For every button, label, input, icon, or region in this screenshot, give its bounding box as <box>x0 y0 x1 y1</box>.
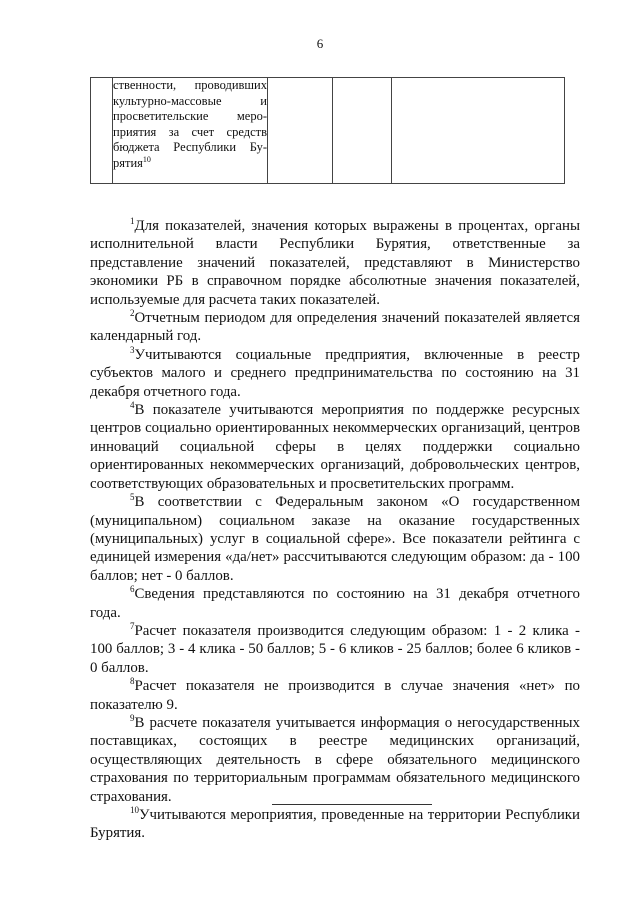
footnote-mark: 7 <box>130 620 135 631</box>
table-row <box>91 78 565 184</box>
footnote-ref: 10 <box>142 154 151 164</box>
footnote-item <box>90 493 580 585</box>
indicator-line-last <box>113 156 267 172</box>
table-cell-number <box>91 78 113 184</box>
footnote-mark: 4 <box>130 400 135 411</box>
footnote-text: В соответствии с Федеральным законом «О государственном (муниципальном) социальном заказе на оказание государственных (муниципальных) услуг в социальной сфере». Все показатели рейтинга с единицей измерения «да/нет» рассчитываются следующим образом: да - 100 баллов; нет - 0 баллов. <box>90 494 580 584</box>
footnote-mark: 3 <box>130 344 135 355</box>
footnote-text: Расчет показателя производится следующим образом: 1 - 2 клика - 100 баллов; 3 - 4 клика - 50 баллов; 5 - 6 кликов - 25 баллов; более 6 кликов - 0 баллов. <box>90 622 580 676</box>
footnote-mark: 1 <box>130 216 135 227</box>
footnote-item <box>90 309 580 346</box>
footnote-text: Отчетным периодом для определения значений показателей является календарный год. <box>90 310 580 345</box>
footnote-mark: 6 <box>130 584 135 595</box>
table-cell-indicator <box>113 78 268 184</box>
footnote-text: Учитываются мероприятия, проведенные на территории Республики Бурятия. <box>90 807 580 842</box>
footnote-item <box>90 677 580 714</box>
footnote-text: В расчете показателя учитывается информация о негосударственных поставщиках, состоящих в реестре медицинских организаций, осуществляющих деятельность в сфере обязательного медицинского страхования по территориальным программам обязательного медицинского страхования. <box>90 714 580 805</box>
page-number: 6 <box>316 36 324 51</box>
footnote-item <box>90 401 580 493</box>
indicator-line: культурно-массовые и <box>113 93 267 108</box>
footnote-item <box>90 585 580 622</box>
footnote-text: В показателе учитываются мероприятия по поддержке ресурсных центров социально ориентированных некоммерческих организаций, центров инноваций социальной сферы в целях поддержки социально ориентированных некоммерческих организаций, добровольческих центров, соответствующих образовательных и просветительских программ. <box>90 402 580 492</box>
footnote-item <box>90 217 580 309</box>
footnote-text: Сведения представляются по состоянию на 31 декабря отчетного года. <box>90 586 580 621</box>
footnote-text: Расчет показателя не производится в случае значения «нет» по показателю 9. <box>90 678 580 713</box>
footnote-mark: 8 <box>130 676 135 687</box>
table-fragment <box>90 77 565 184</box>
footnote-text: Учитываются социальные предприятия, включенные в реестр субъектов малого и среднего предпринимательства по состоянию на 31 декабря отчетного года. <box>90 346 580 400</box>
indicator-line: ственности, проводивших <box>113 78 267 92</box>
indicator-line: приятия за счет средств <box>113 124 267 139</box>
table-cell-empty <box>392 78 565 184</box>
footnote-mark: 10 <box>130 805 139 816</box>
footnote-item <box>90 714 580 806</box>
indicator-line: просветительские меро- <box>113 109 267 124</box>
indicator-text <box>113 78 267 172</box>
indicator-line: рятия <box>113 155 143 170</box>
table-cell-empty <box>333 78 392 184</box>
footnote-mark: 5 <box>130 492 135 503</box>
footnote-item <box>90 622 580 677</box>
closing-divider <box>272 804 432 805</box>
table-cell-empty <box>268 78 333 184</box>
footnote-item <box>90 806 580 843</box>
footnote-mark: 2 <box>130 308 135 319</box>
footnote-mark: 9 <box>130 713 135 723</box>
footnote-item <box>90 346 580 401</box>
footnote-text: Для показателей, значения которых выражены в процентах, органы исполнительной власти Республики Бурятия, ответственные за представление значений показателей, представляют в Министерство экономики РБ в справочном порядке абсолютные значения показателей, используемые для расчета таких показателей. <box>90 218 580 308</box>
footnotes-section <box>90 217 580 843</box>
indicator-line: бюджета Республики Бу- <box>113 140 267 155</box>
